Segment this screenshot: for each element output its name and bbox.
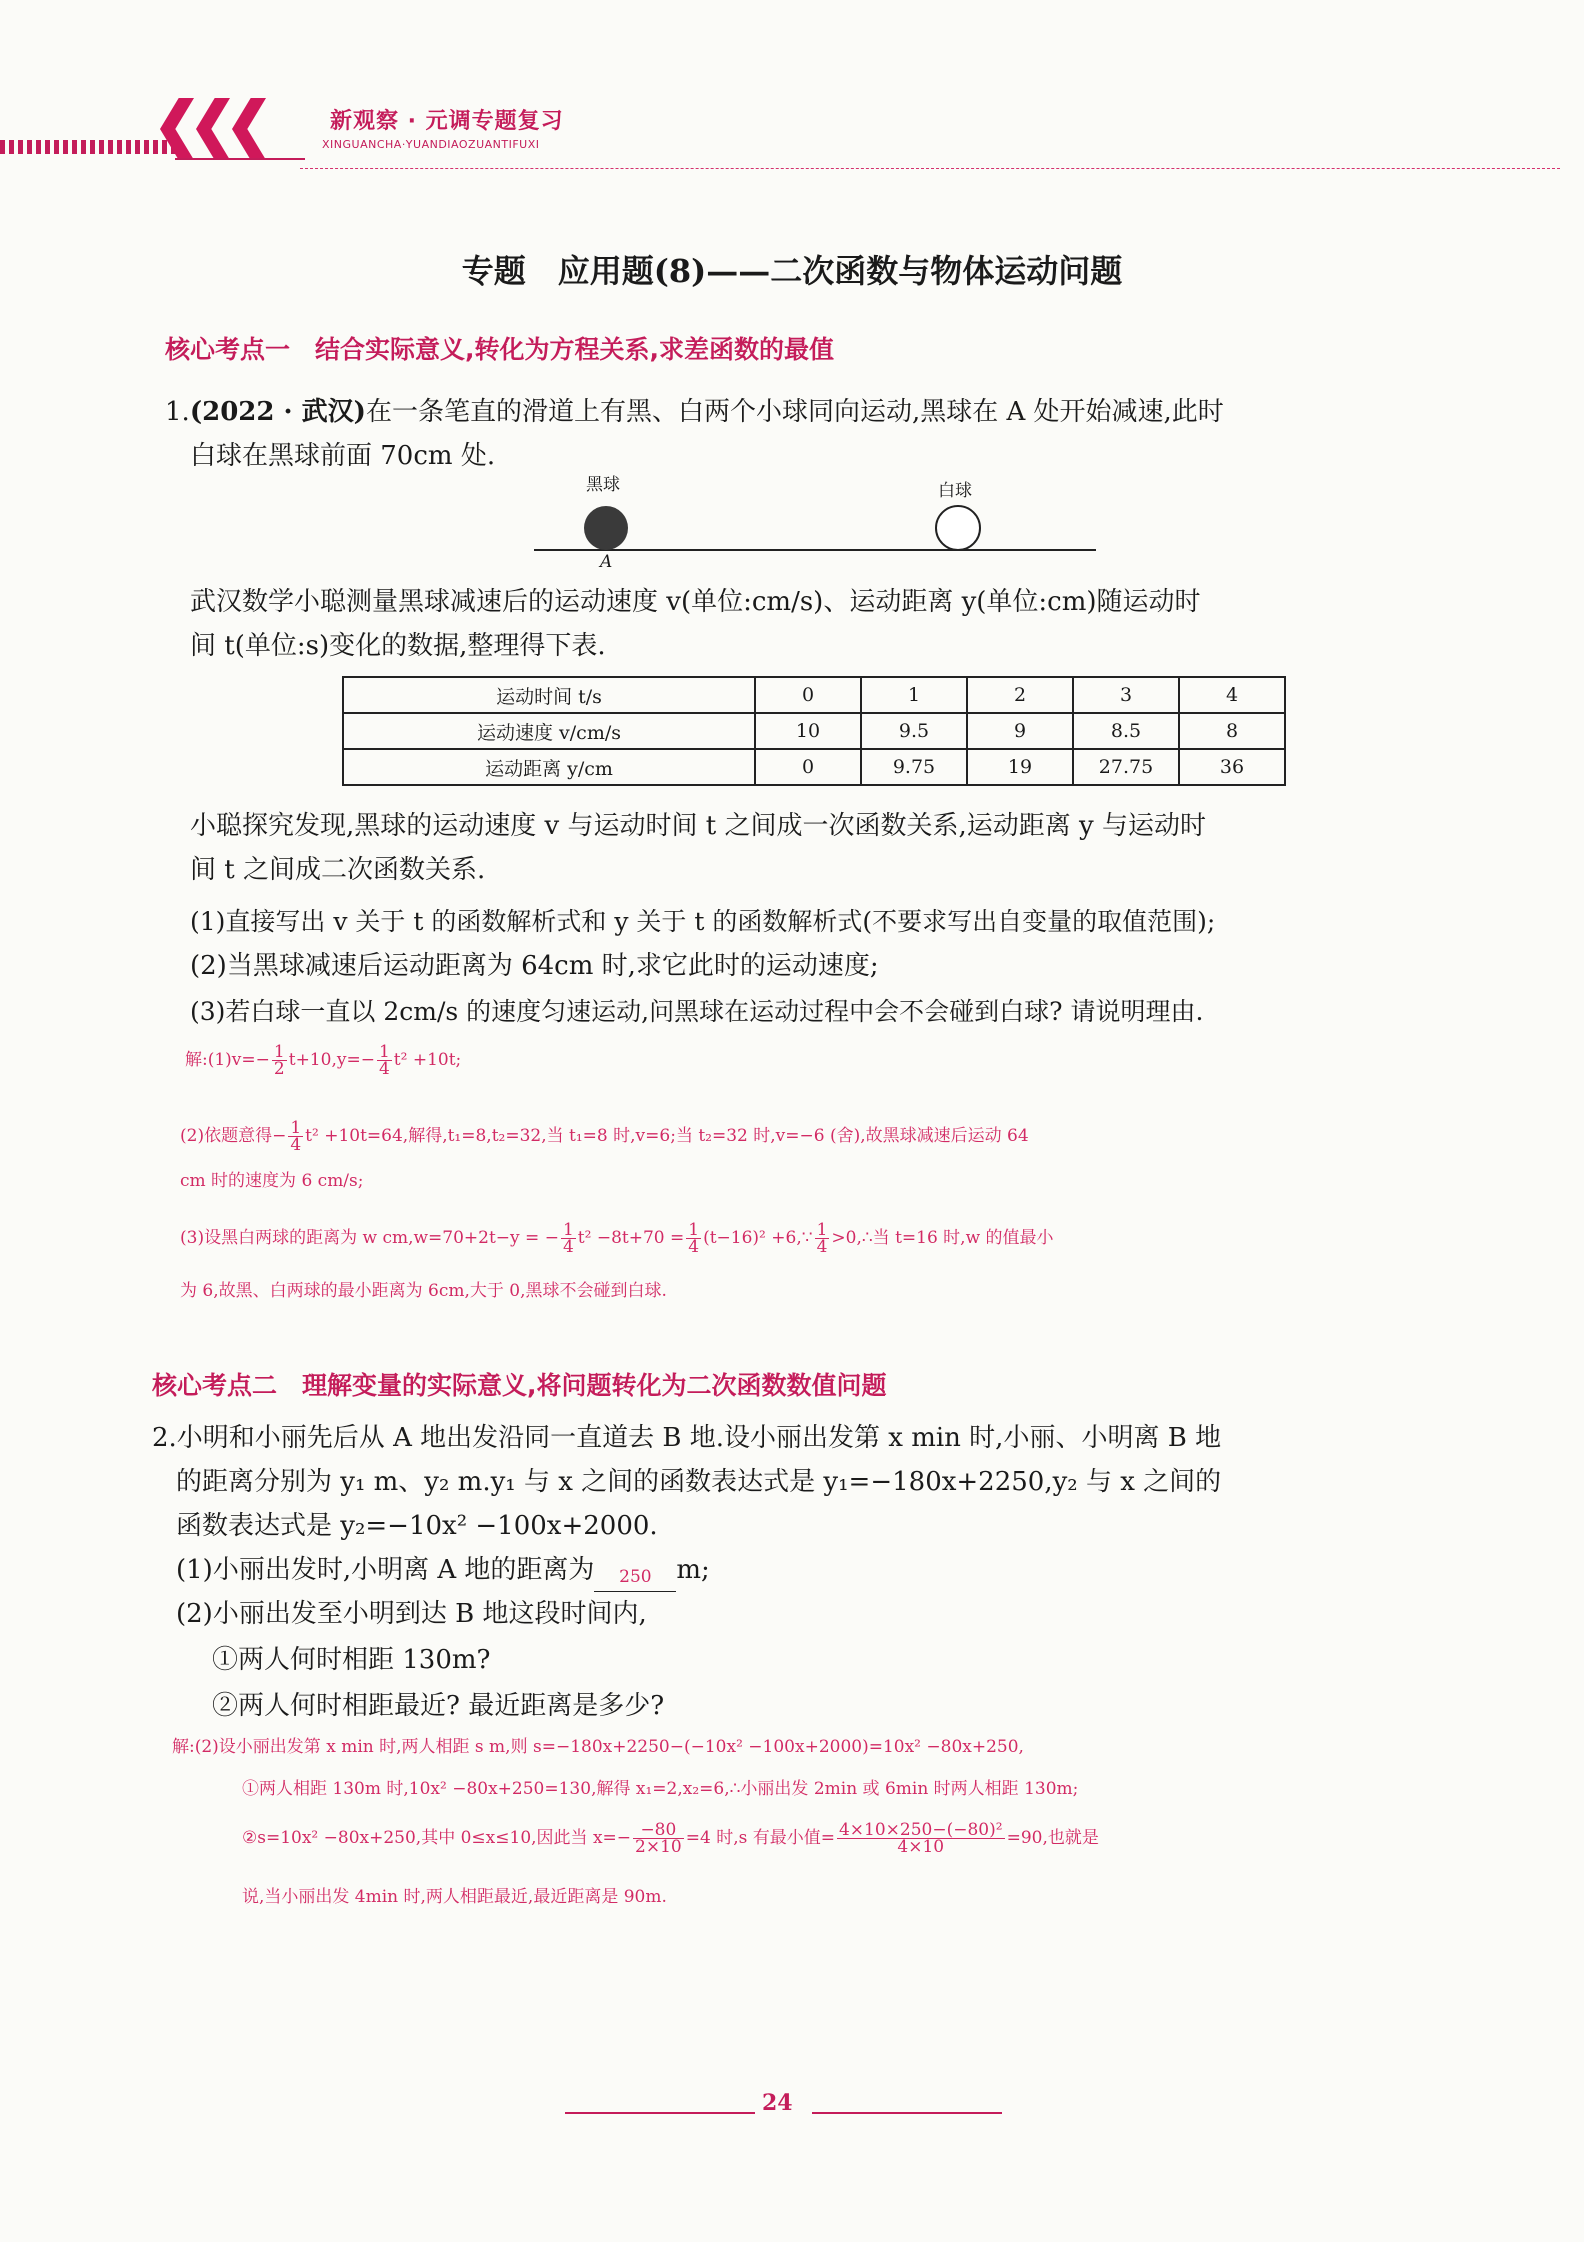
header-title: 新观察 · 元调专题复习: [330, 109, 564, 134]
page-title: 专题 应用题(8)——二次函数与物体运动问题: [461, 252, 1123, 290]
row-label: 运动时间 t/s: [343, 677, 755, 713]
table-row: [343, 677, 1285, 713]
data-table-wrap: [342, 676, 1286, 786]
question-source: (2022 · 武汉): [189, 397, 366, 427]
finding-line2: 间 t 之间成二次函数关系.: [190, 855, 486, 885]
page-rule-left: [565, 2112, 755, 2114]
table-cell: 8: [1179, 713, 1285, 749]
table-cell: 19: [967, 749, 1073, 785]
answer-blank: 250: [594, 1563, 676, 1592]
question-1-part3: (3)若白球一直以 2cm/s 的速度匀速运动,问黑球在运动过程中会不会碰到白球? 请说明理由.: [190, 997, 1204, 1026]
answer-2-line1: 解:(2)设小丽出发第 x min 时,两人相距 s m,则 s=−180x+2250−(−10x² −100x+2000)=10x² −80x+250,: [172, 1737, 1024, 1757]
answer-2-line4: 说,当小丽出发 4min 时,两人相距最近,最近距离是 90m.: [242, 1887, 667, 1907]
table-cell: 0: [755, 677, 861, 713]
header-divider: [300, 168, 1560, 169]
header-stripe: [0, 140, 175, 154]
description-line2: 间 t(单位:s)变化的数据,整理得下表.: [190, 631, 606, 661]
table-cell: 1: [861, 677, 967, 713]
section-heading-1: 核心考点一 结合实际意义,转化为方程关系,求差函数的最值: [165, 335, 834, 364]
question-1-part2: (2)当黑球减速后运动距离为 64cm 时,求它此时的运动速度;: [190, 951, 879, 981]
question-1-intro-line2: 白球在黑球前面 70cm 处.: [190, 441, 496, 471]
table-cell: 3: [1073, 677, 1179, 713]
table-cell: 10: [755, 713, 861, 749]
description-line1: 武汉数学小聪测量黑球减速后的运动速度 v(单位:cm/s)、运动距离 y(单位:cm)随运动时: [190, 587, 1201, 617]
row-label: 运动速度 v/cm/s: [343, 713, 755, 749]
white-ball-label: 白球: [938, 481, 972, 501]
black-ball: [584, 506, 628, 550]
question-2-line1: 2.小明和小丽先后从 A 地出发沿同一直道去 B 地.设小丽出发第 x min 时,小丽、小明离 B 地: [152, 1423, 1222, 1453]
data-table: [342, 676, 1286, 786]
table-cell: 0: [755, 749, 861, 785]
answer-1-part2-line2: cm 时的速度为 6 cm/s;: [180, 1171, 364, 1191]
table-cell: 8.5: [1073, 713, 1179, 749]
question-1-part1: (1)直接写出 v 关于 t 的函数解析式和 y 关于 t 的函数解析式(不要求写出自变量的取值范围);: [190, 907, 1216, 936]
chevron-icon: [196, 98, 230, 160]
header-subtitle: XINGUANCHA·YUANDIAOZUANTIFUXI: [322, 138, 540, 151]
table-cell: 2: [967, 677, 1073, 713]
table-row: [343, 713, 1285, 749]
white-ball: [936, 506, 980, 550]
table-cell: 9.5: [861, 713, 967, 749]
page-rule-right: [812, 2112, 1002, 2114]
question-2-line2: 的距离分别为 y₁ m、y₂ m.y₁ 与 x 之间的函数表达式是 y₁=−180x+2250,y₂ 与 x 之间的: [176, 1467, 1222, 1497]
table-cell: 36: [1179, 749, 1285, 785]
header-rule: [175, 158, 305, 160]
question-1-intro: 1.(2022 · 武汉)在一条笔直的滑道上有黑、白两个小球同向运动,黑球在 A 处开始减速,此时: [165, 397, 1224, 427]
table-cell: 4: [1179, 677, 1285, 713]
question-2-line3: 函数表达式是 y₂=−10x² −100x+2000.: [176, 1511, 658, 1541]
answer-1-part3: (3)设黑白两球的距离为 w cm,w=70+2t−y = − $\frac{1}{4}$ t² −8t+70 = $\frac{1}{4}$ (t−16)² +6,∵ $\frac{1}{4}$ >0,∴当 t=16 时,w 的值最小: [180, 1220, 1054, 1257]
answer-1-part2: (2)依题意得− $\frac{1}{4}$ t² +10t=64,解得,t₁=8,t₂=32,当 t₁=8 时,v=6;当 t₂=32 时,v=−6 (舍),故黑球减速后运动 64: [180, 1118, 1029, 1155]
row-label: 运动距离 y/cm: [343, 749, 755, 785]
question-2-part1: (1)小丽出发时,小明离 A 地的距离为 250 m;: [176, 1548, 710, 1592]
table-cell: 9: [967, 713, 1073, 749]
black-ball-label: 黑球: [586, 475, 620, 495]
answer-2-line2: ①两人相距 130m 时,10x² −80x+250=130,解得 x₁=2,x₂=6,∴小丽出发 2min 或 6min 时两人相距 130m;: [242, 1779, 1079, 1799]
finding-line1: 小聪探究发现,黑球的运动速度 v 与运动时间 t 之间成一次函数关系,运动距离 y 与运动时: [190, 811, 1206, 841]
section-heading-2: 核心考点二 理解变量的实际意义,将问题转化为二次函数数值问题: [152, 1371, 887, 1400]
table-row: [343, 749, 1285, 785]
answer-1-part1: 解:(1)v=− $\frac{1}{2}$ t+10,y=− $\frac{1}{4}$ t² +10t;: [185, 1042, 462, 1079]
page-number: 24: [762, 2090, 793, 2116]
question-2-part2: (2)小丽出发至小明到达 B 地这段时间内,: [176, 1599, 647, 1629]
point-a-label: A: [600, 552, 613, 572]
question-2-part2-2: ②两人何时相距最近? 最近距离是多少?: [212, 1691, 665, 1721]
chevron-icon: [232, 98, 266, 160]
answer-1-part3-line2: 为 6,故黑、白两球的最小距离为 6cm,大于 0,黑球不会碰到白球.: [180, 1281, 667, 1301]
ball-figure: [530, 470, 1100, 580]
question-2-part2-1: ①两人何时相距 130m?: [212, 1645, 491, 1675]
table-cell: 27.75: [1073, 749, 1179, 785]
table-cell: 9.75: [861, 749, 967, 785]
answer-2-line3: ②s=10x² −80x+250,其中 0≤x≤10,因此当 x=− $\frac{-80}{2\times 10}$ =4 时,s 有最小值= $\frac{\text{4×10×250−(−80)²}}{4\times 10}$ =90,也就是: [242, 1820, 1099, 1857]
